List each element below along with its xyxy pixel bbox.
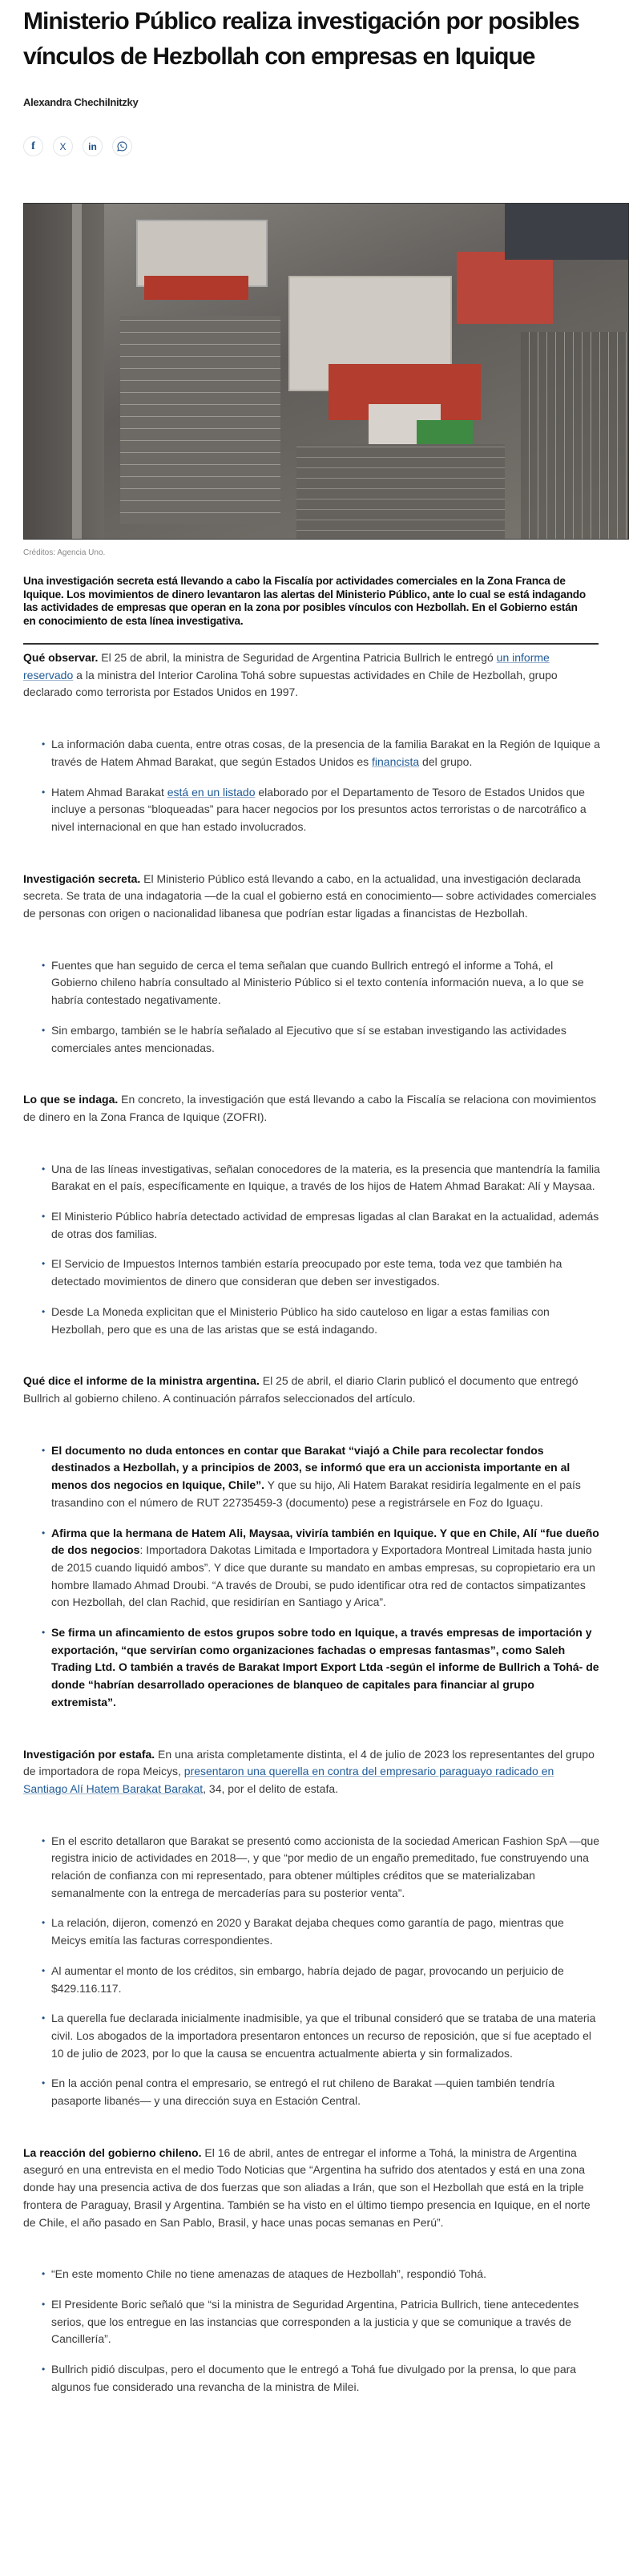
x-glyph: X	[59, 140, 67, 152]
bullet-list	[23, 957, 600, 1057]
list-item	[42, 2010, 600, 2062]
bullet-list	[23, 1442, 600, 1712]
facebook-icon[interactable]	[23, 136, 43, 156]
bold-text: Se firma un afincamiento de estos grupos sobre todo en Iquique, a través empresas de importación y exportación, “que servirían como organizaciones fachadas o empresas fantasmas”, como Saleh Trading Ltd. O también a través de Barakat Import Export Ltda -según el informe de Bullrich a Tohá- de donde “habrían desarrollado operaciones de blanqueo de capitales para financiar al grupo extremista”.	[51, 1626, 599, 1709]
list-item	[42, 1963, 600, 1997]
article-title: Ministerio Público realiza investigación por posibles vínculos de Hezbollah con empresas en Iquique	[23, 8, 579, 70]
article-paragraph	[23, 2145, 600, 2232]
body-text: En la acción penal contra el empresario, se entregó el rut chileno de Barakat —quien también tendría pasaporte libanés— y una dirección suya en Estación Central.	[51, 2077, 555, 2108]
list-item	[42, 1208, 600, 1243]
body-text: El Presidente Boric señaló que “si la ministra de Seguridad Argentina, Patricia Bullrich, tiene antecedentes serios, que los entregue en las instancias que corresponden a la justicia y que se comunique a través de Cancillería”.	[51, 2298, 579, 2346]
body-text: La información daba cuenta, entre otras cosas, de la presencia de la familia Barakat en la Región de Iquique a través de Hatem Ahmad Barakat, que según Estados Unidos es	[51, 738, 600, 768]
list-item	[42, 2296, 600, 2348]
list-item	[42, 2075, 600, 2109]
bold-text: Lo que se indaga.	[23, 1093, 119, 1106]
bullet-icon: •	[42, 786, 46, 798]
bold-text: La reacción del gobierno chileno.	[23, 2145, 202, 2159]
list-item	[42, 784, 600, 836]
bullet-icon: •	[42, 2077, 46, 2089]
article-paragraph	[23, 1373, 600, 1407]
article-photo	[23, 203, 629, 540]
list-item	[42, 1915, 600, 1949]
whatsapp-icon[interactable]	[112, 136, 132, 156]
body-text: Desde La Moneda explicitan que el Ministerio Público ha sido cauteloso en ligar a estas familias con Hezbollah, pero que es una de las aristas que se está indagando.	[51, 1304, 550, 1336]
article-link[interactable]: presentaron una querella en contra del empresario paraguayo radicado en Santiago Alí Hatem Barakat Barakat	[23, 1765, 554, 1795]
body-text: elaborado por el Departamento de Tesoro de Estados Unidos que incluye a personas “bloqueadas” para hacer negocios por los presuntos actos terroristas o de narcotráfico a nivel internacional en que han estado involucrados.	[51, 785, 587, 833]
list-item	[42, 736, 600, 770]
article	[0, 4, 629, 2396]
bullet-icon: •	[42, 2364, 46, 2376]
list-item	[42, 1022, 600, 1057]
list-item	[42, 1161, 600, 1195]
list-item	[42, 2361, 600, 2396]
bullet-icon: •	[42, 1258, 46, 1270]
bold-text: El documento no duda entonces en contar que Barakat “viajó a Chile para recolectar fondos destinados a Hezbollah, y a principios de 2003, se informó que era un accionista importante en al menos dos negocios en Iquique, Chile”.	[51, 1443, 570, 1492]
body-text: Hatem Ahmad Barakat	[51, 785, 167, 799]
whatsapp-glyph	[117, 141, 127, 152]
list-item	[42, 1304, 600, 1338]
body-text: del grupo.	[419, 754, 473, 768]
bullet-list	[23, 1161, 600, 1339]
bullet-icon: •	[42, 1211, 46, 1223]
body-text: El 25 de abril, el diario Clarin publicó el documento que entregó Bullrich al gobierno chileno. A continuación párrafos seleccionados del artículo.	[23, 1374, 579, 1405]
article-lead: Una investigación secreta está llevando a cabo la Fiscalía por actividades comerciales en la Zona Franca de Iquique. Los movimientos de dinero levantaron las alertas del Ministerio Público, ante lo cual se está indagando las actividades de empresas que operan en la zona por posibles vínculos con Hezbollah. En el Gobierno están en conocimiento de esta línea investigativa.	[23, 575, 587, 627]
bold-text: Investigación por estafa.	[23, 1747, 155, 1761]
body-text: En una arista completamente distinta, el 4 de julio de 2023 los representantes del grupo de importadora de ropa Meicys,	[23, 1747, 595, 1778]
bullet-icon: •	[42, 1527, 46, 1539]
article-link[interactable]: está en un listado	[167, 785, 256, 799]
bullet-list	[23, 1833, 600, 2110]
author-byline[interactable]: Alexandra Chechilnitzky	[23, 96, 139, 108]
body-text: El Ministerio Público habría detectado actividad de empresas ligadas al clan Barakat en la actualidad, además de otras dos familias.	[51, 1210, 599, 1240]
bullet-icon: •	[42, 1024, 46, 1036]
body-text: Fuentes que han seguido de cerca el tema señalan que cuando Bullrich entregó el informe a Tohá, el Gobierno chileno habría consultado al Ministerio Público si el texto contenía información nueva, a lo que se habría contestado negativamente.	[51, 958, 584, 1007]
bold-text: Afirma que la hermana de Hatem Ali, Maysaa, viviría también en Iquique. Y que en Chile, Alí “fue dueño de dos negocios	[51, 1526, 599, 1557]
bullet-icon: •	[42, 1627, 46, 1639]
facebook-glyph: f	[31, 140, 35, 152]
body-text: Sin embargo, también se le habría señalado al Ejecutivo que sí se estaban investigando las actividades comerciales antes mencionadas.	[51, 1023, 566, 1054]
bullet-icon: •	[42, 1163, 46, 1175]
bullet-icon: •	[42, 1444, 46, 1456]
bullet-icon: •	[42, 1834, 46, 1846]
bullet-icon: •	[42, 1305, 46, 1317]
bullet-icon: •	[42, 1917, 46, 1929]
bullet-icon: •	[42, 2012, 46, 2024]
body-text: La querella fue declarada inicialmente inadmisible, ya que el tribunal consideró que se trataba de una materia civil. Los abogados de la importadora presentaron entonces un recurso de reposición, que sí fue aceptado el 10 de julio de 2023, por lo que la causa se encuentra actualmente abierta y sin formalizados.	[51, 2012, 596, 2060]
body-text: Una de las líneas investigativas, señalan conocedores de la materia, es la presencia que mantendría la familia Barakat en el país, específicamente en Iquique, a través de los hijos de Hatem Ahmad Barakat: Alí y Maysaa.	[51, 1162, 600, 1193]
list-item	[42, 1442, 600, 1512]
bullet-icon: •	[42, 1964, 46, 1976]
body-text: El Servicio de Impuestos Internos también estaría preocupado por este tema, toda vez que también ha detectado movimientos de dinero que consideran que deben ser investigados.	[51, 1257, 562, 1288]
article-body	[23, 649, 600, 2396]
article-link[interactable]: un informe reservado	[23, 651, 550, 681]
x-twitter-icon[interactable]	[53, 136, 73, 156]
article-paragraph	[23, 1746, 600, 1798]
list-item	[42, 957, 600, 1009]
list-item	[42, 1624, 600, 1712]
body-text: En el escrito detallaron que Barakat se presentó como accionista de la sociedad American Fashion SpA —que registra inicio de actividades en 2018—, y que “por medio de un engaño premeditado, fue construyendo una relación de confianza con mi representado, para obtener múltiples créditos que se materializaban semanalmente con la entrega de mercaderías para su posterior venta”.	[51, 1834, 600, 1899]
body-text: El Ministerio Público está llevando a cabo, en la actualidad, una investigación declarada secreta. Se trata de una indagatoria —de la cual el gobierno está en conocimiento— sobre actividades comerciales de personas con origen o nacionalidad libanesa que podrían estar ligadas a financistas de Hezbollah.	[23, 871, 597, 920]
body-text: En concreto, la investigación que está llevando a cabo la Fiscalía se relaciona con movimientos de dinero en la Zona Franca de Iquique (ZOFRI).	[23, 1093, 597, 1123]
bullet-icon: •	[42, 2268, 46, 2280]
list-item	[42, 1525, 600, 1612]
body-text: a la ministra del Interior Carolina Tohá sobre supuestas actividades en Chile de Hezbollah, grupo declarado como terrorista por Estados Unidos en 1997.	[23, 668, 558, 699]
body-text: El 16 de abril, antes de entregar el informe a Tohá, la ministra de Argentina aseguró en una entrevista en el medio Todo Noticias que “Argentina ha sufrido dos atentados y está en una zona donde hay una presencia activa de dos fuerzas que son aliadas a Irán, que son el Hezbollah que está en la triple frontera de Paraguay, Brasil y Argentina. También se ha visto en el último tiempo presencia en Iquique, en el norte de Chile, el año pasado en San Pablo, Brasil, y hace unas pocas semanas en Perú”.	[23, 2145, 591, 2229]
bullet-icon: •	[42, 2299, 46, 2310]
divider	[23, 643, 599, 645]
body-text: El 25 de abril, la ministra de Seguridad de Argentina Patricia Bullrich le entregó	[98, 651, 497, 664]
list-item	[42, 1256, 600, 1290]
body-text: Al aumentar el monto de los créditos, sin embargo, habría dejado de pagar, provocando un perjuicio de $429.116.117.	[51, 1963, 564, 1995]
bold-text: Qué dice el informe de la ministra argentina.	[23, 1374, 260, 1388]
body-text: : Importadora Dakotas Limitada e Importadora y Exportadora Montreal Limitada hasta junio de 2015 cuando liquidó ambos”. Y dice que durante su mandato en ambas empresas, su copropietario era un hombre llamado Ahmad Droubi. “A través de Droubi, se pudo identificar otra red de contactos simpatizantes con Hezbollah, del clan Rachid, que residirían en Santiago y Arica”.	[51, 1543, 595, 1609]
bold-text: Qué observar.	[23, 651, 99, 664]
bullet-list	[23, 736, 600, 836]
bullet-icon: •	[42, 738, 46, 750]
body-text: Y que su hijo, Ali Hatem Barakat residiría legalmente en el país trasandino con el número de RUT 22735459-3 (documento) pese a registrársele en Foz do Iguaçu.	[51, 1478, 581, 1509]
body-text: La relación, dijeron, comenzó en 2020 y Barakat dejaba cheques como garantía de pago, mientras que Meicys emitía las facturas correspondientes.	[51, 1916, 564, 1947]
photo-caption: Créditos: Agencia Uno.	[23, 548, 106, 557]
article-paragraph	[23, 871, 600, 923]
share-bar	[23, 136, 629, 156]
article-paragraph	[23, 649, 600, 702]
body-text: Bullrich pidió disculpas, pero el documento que le entregó a Tohá fue divulgado por la prensa, lo que para algunos fue considerado una revancha de la ministra de Milei.	[51, 2363, 577, 2393]
body-text: “En este momento Chile no tiene amenazas de ataques de Hezbollah”, respondió Tohá.	[51, 2267, 486, 2281]
list-item	[42, 2266, 600, 2283]
bullet-icon: •	[42, 959, 46, 971]
article-paragraph	[23, 1091, 600, 1126]
list-item	[42, 1833, 600, 1903]
article-link[interactable]: financista	[372, 754, 420, 768]
body-text: , 34, por el delito de estafa.	[203, 1781, 339, 1795]
bullet-list	[23, 2266, 600, 2396]
linkedin-icon[interactable]	[83, 136, 103, 156]
linkedin-glyph: in	[88, 140, 97, 152]
bold-text: Investigación secreta.	[23, 871, 141, 885]
